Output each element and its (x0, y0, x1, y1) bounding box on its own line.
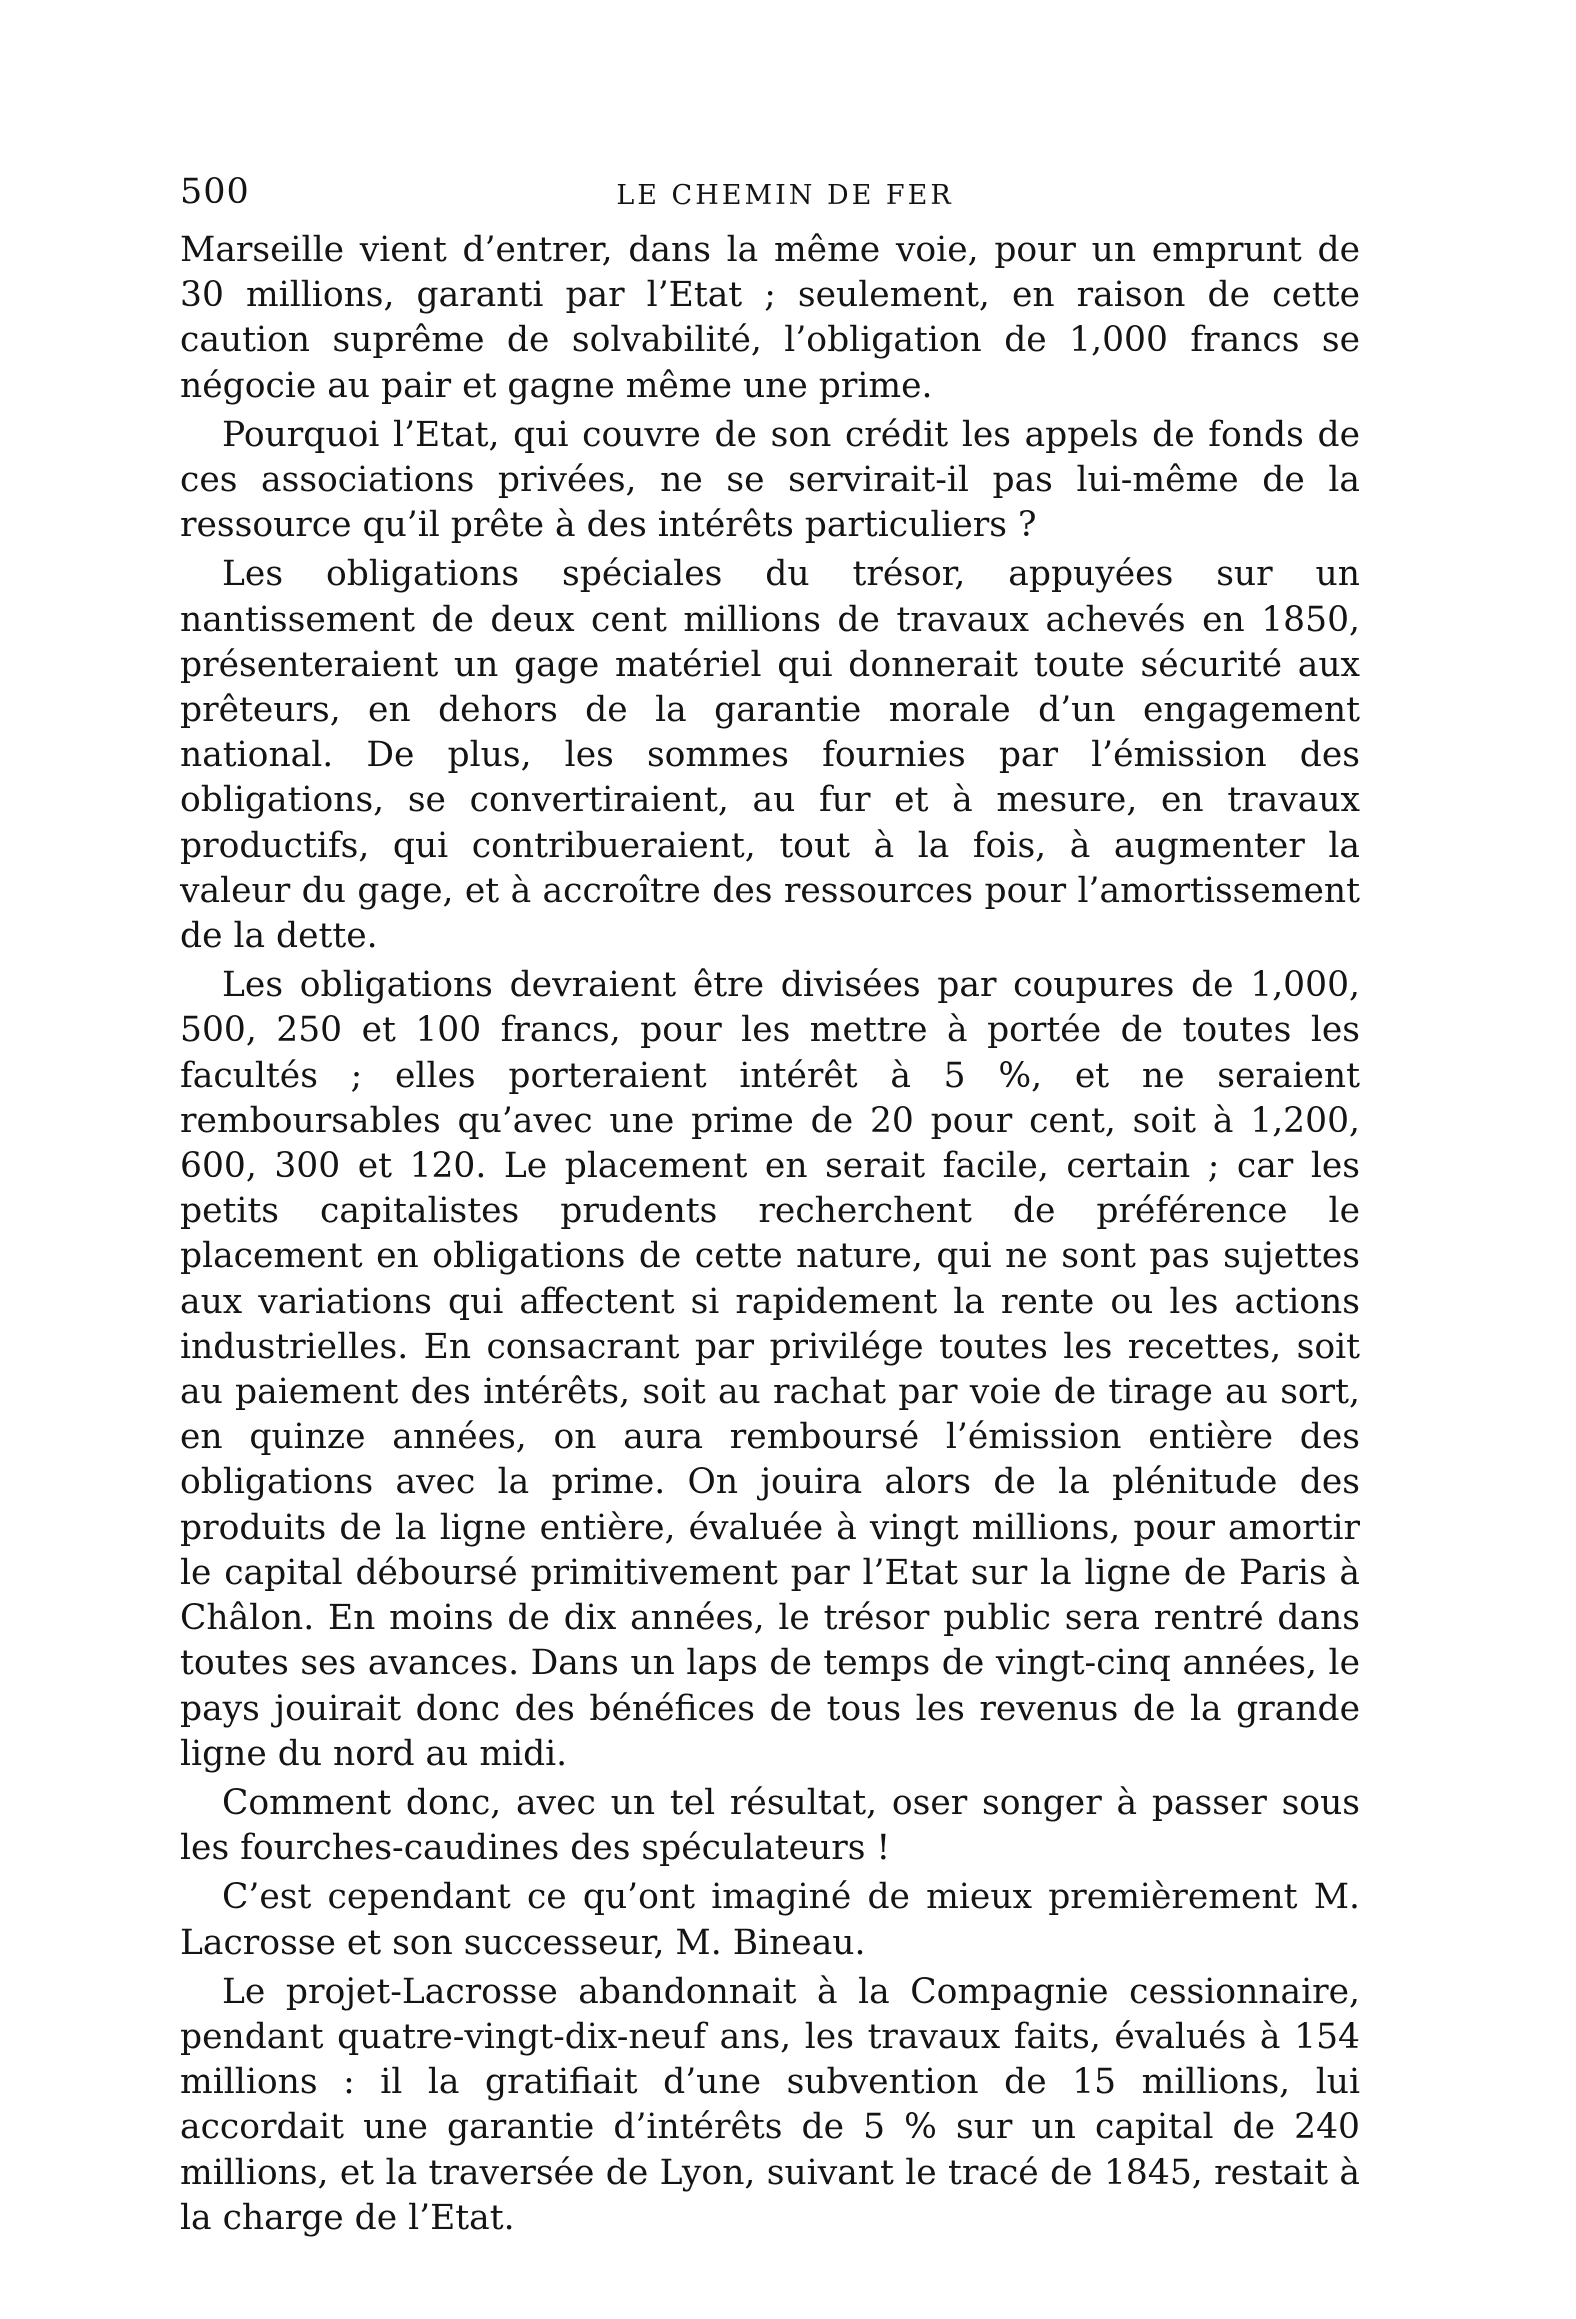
paragraph: Le projet-Lacrosse abandonnait à la Compagnie cessionnaire, pendant quatre-vingt-dix-neuf ans, les travaux faits, évalués à 154 millions : il la gratifiait d’une subvention de 15 millions, lui accordait une garantie d’intérêts de 5 % sur un capital de 240 millions, et la traversée de Lyon, suivant le tracé de 1845, restait à la charge de l’Etat. (180, 1971, 1360, 2238)
page-number: 500 (180, 172, 250, 212)
paragraph: C’est cependant ce qu’ont imaginé de mieux premièrement M. Lacrosse et son successeur, M. Bineau. (180, 1877, 1360, 1963)
paragraph: Les obligations devraient être divisées par coupures de 1,000, 500, 250 et 100 francs, pour les mettre à portée de toutes les facultés ; elles porteraient intérêt à 5 %, et ne seraient remboursables qu’avec une prime de 20 pour cent, soit à 1,200, 600, 300 et 120. Le placement en serait facile, certain ; car les petits capitalistes prudents recherchent de préférence le placement en obligations de cette nature, qui ne sont pas sujettes aux variations qui affectent si rapidement la rente ou les actions industrielles. En consacrant par privilége toutes les recettes, soit au paiement des intérêts, soit au rachat par voie de tirage au sort, en quinze années, on aura remboursé l’émission entière des obligations avec la prime. On jouira alors de la plénitude des produits de la ligne entière, évaluée à vingt millions, pour amortir le capital déboursé primitivement par l’Etat sur la ligne de Paris à Châlon. En moins de dix années, le trésor public sera rentré dans toutes ses avances. Dans un laps de temps de vingt-cinq années, le pays jouirait donc des bénéfices de tous les revenus de la grande ligne du nord au midi. (180, 965, 1360, 1774)
paragraph-continued: Marseille vient d’entrer, dans la même voie, pour un emprunt de 30 millions, garanti par l’Etat ; seulement, en raison de cette caution suprême de solvabilité, l’obligation de 1,000 francs se négocie au pair et gagne même une prime. (180, 230, 1360, 406)
book-page (180, 168, 1360, 2245)
running-title: LE CHEMIN DE FER (616, 180, 954, 211)
running-head (180, 168, 1360, 224)
paragraph: Pourquoi l’Etat, qui couvre de son crédit les appels de fonds de ces associations privées, ne se servirait-il pas lui-même de la ressource qu’il prête à des intérêts particuliers ? (180, 414, 1360, 546)
paragraph: Les obligations spéciales du trésor, appuyées sur un nantissement de deux cent millions de travaux achevés en 1850, présenteraient un gage matériel qui donnerait toute sécurité aux prêteurs, en dehors de la garantie morale d’un engagement national. De plus, les sommes fournies par l’émission des obligations, se convertiraient, au fur et à mesure, en travaux productifs, qui contribueraient, tout à la fois, à augmenter la valeur du gage, et à accroître des ressources pour l’amortissement de la dette. (180, 554, 1360, 957)
paragraph: Comment donc, avec un tel résultat, oser songer à passer sous les fourches-caudines des spéculateurs ! (180, 1782, 1360, 1869)
body-text (180, 228, 1360, 2241)
